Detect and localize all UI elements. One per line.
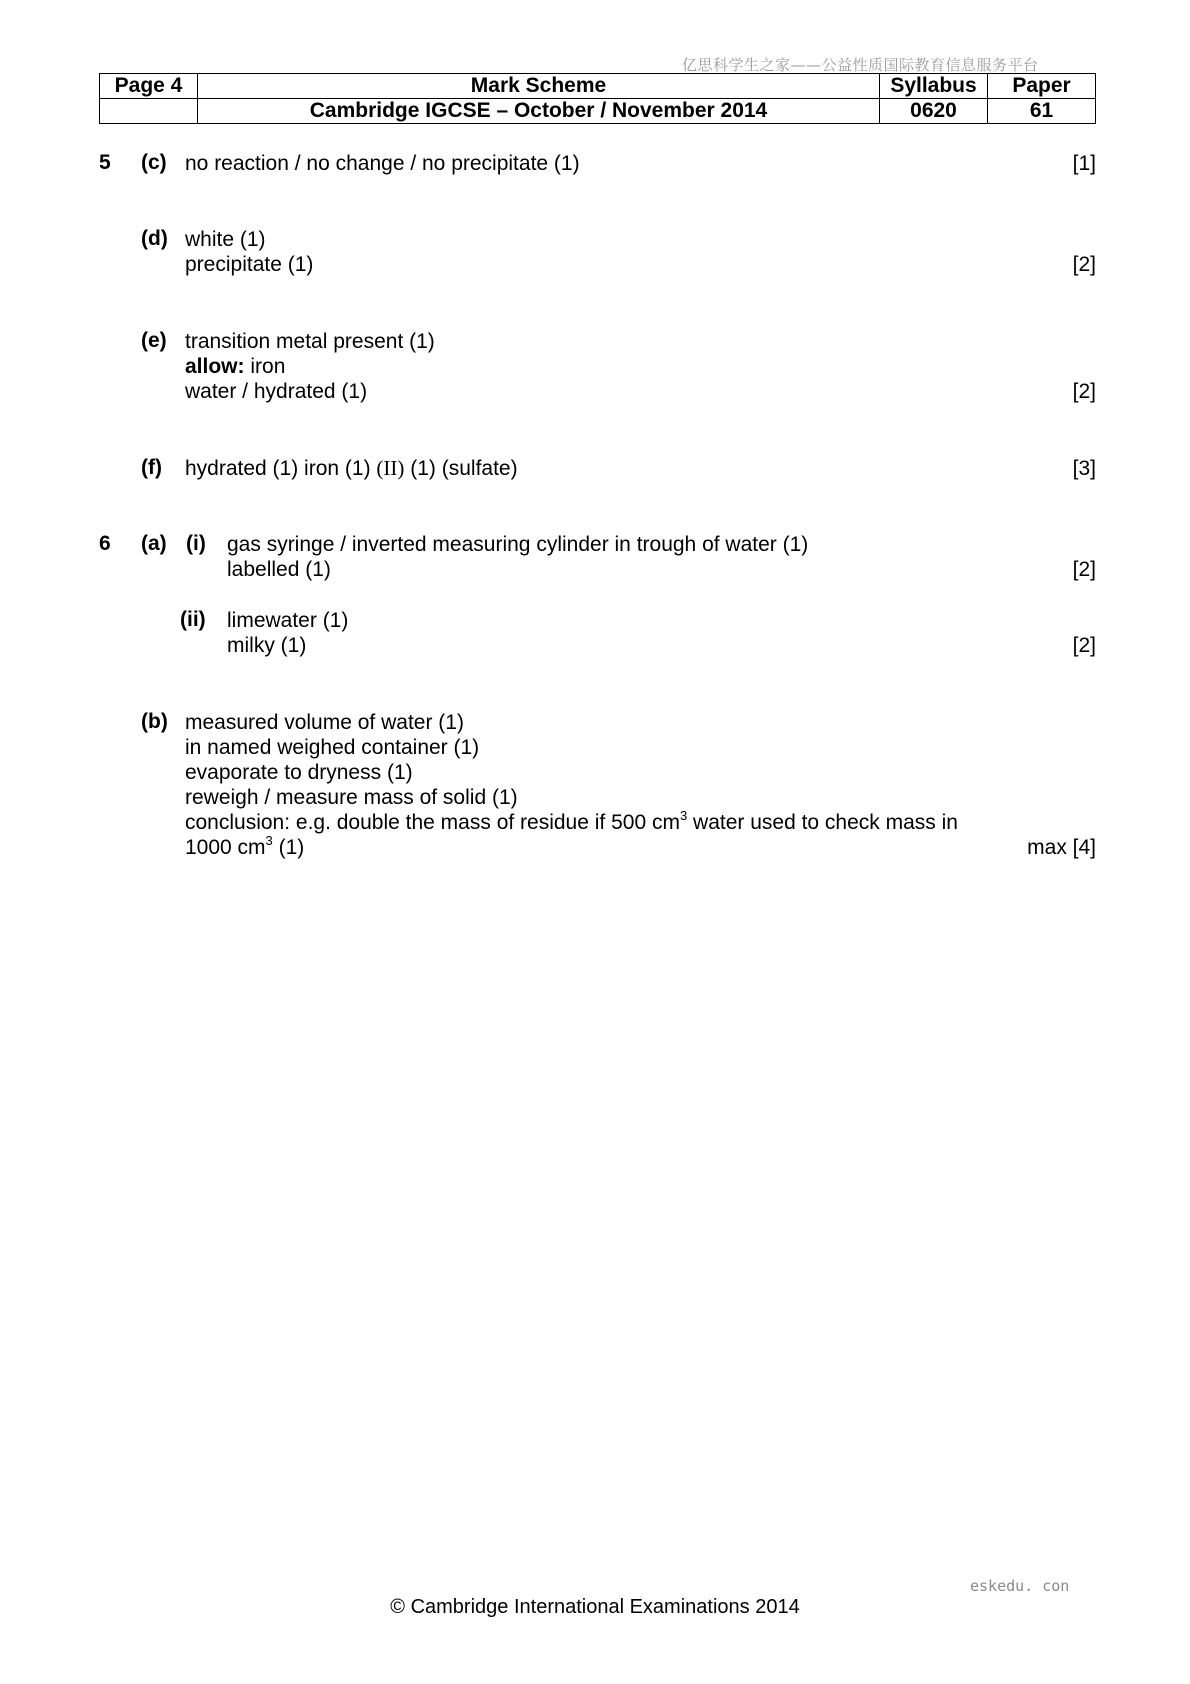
q6b-line6: [185, 835, 304, 860]
q5d-line2: precipitate (1): [185, 253, 314, 276]
q5e-label: (e): [141, 329, 167, 352]
question-6-number: 6: [99, 532, 111, 555]
mark-scheme-title: Mark Scheme: [198, 74, 880, 99]
q6ai-mark: [2]: [1072, 558, 1096, 581]
q6aii-line2: milky (1): [227, 634, 307, 657]
page-number: Page 4: [100, 74, 198, 99]
q6b-line5-sup: 3: [679, 808, 688, 823]
q6b-label: (b): [141, 710, 168, 733]
exam-title: Cambridge IGCSE – October / November 2014: [198, 99, 880, 124]
q5f-mark: [3]: [1072, 457, 1096, 480]
header-table: [99, 73, 1096, 124]
header-empty-cell: [100, 99, 198, 124]
q6ai-line1: gas syringe / inverted measuring cylinder in trough of water (1): [227, 533, 809, 556]
q6b-line3: evaporate to dryness (1): [185, 761, 413, 784]
q5e-allow: [185, 354, 285, 379]
q5e-line3: water / hydrated (1): [185, 380, 368, 403]
allow-text: iron: [244, 355, 286, 378]
q6aii-line1: limewater (1): [227, 609, 349, 632]
q6b-line5-a: conclusion: e.g. double the mass of residue if 500 cm: [185, 811, 680, 834]
q6b-mark: max [4]: [1027, 836, 1096, 859]
q6ai-label: (i): [186, 532, 206, 555]
q5f-text-b: (1) (sulfate): [404, 457, 518, 480]
watermark-top: 亿思科学生之家——公益性质国际教育信息服务平台: [682, 56, 1039, 74]
q5f-roman: (II): [376, 456, 405, 480]
q6aii-mark: [2]: [1072, 634, 1096, 657]
q5f-answer: [185, 456, 518, 481]
q6b-line6-sup: 3: [265, 833, 273, 848]
q5f-text-a: hydrated (1) iron (1): [185, 457, 377, 480]
q6b-line6-a: 1000 cm: [185, 836, 266, 859]
q5d-line1: white (1): [185, 228, 266, 251]
syllabus-code: 0620: [880, 99, 988, 124]
q5c-answer: no reaction / no change / no precipitate (1): [185, 152, 580, 175]
q5d-label: (d): [141, 227, 168, 250]
q6b-line5: [185, 810, 958, 835]
q5e-line1: transition metal present (1): [185, 330, 435, 353]
q6ai-line2: labelled (1): [227, 558, 331, 581]
q6b-line2: in named weighed container (1): [185, 736, 480, 759]
q6b-line6-b: (1): [272, 836, 305, 859]
copyright-footer: © Cambridge International Examinations 2014: [390, 1596, 800, 1618]
question-5-number: 5: [99, 151, 111, 174]
q6b-line4: reweigh / measure mass of solid (1): [185, 786, 518, 809]
allow-label: allow:: [185, 355, 245, 378]
q5e-mark: [2]: [1072, 380, 1096, 403]
q6aii-label: (ii): [180, 608, 206, 631]
syllabus-label: Syllabus: [880, 74, 988, 99]
q6b-line1: measured volume of water (1): [185, 711, 464, 734]
q5c-label: (c): [141, 151, 167, 174]
watermark-bottom: eskedu. con: [970, 1577, 1070, 1595]
q6a-label: (a): [141, 532, 167, 555]
q6b-line5-b: water used to check mass in: [687, 811, 958, 834]
q5d-mark: [2]: [1072, 253, 1096, 276]
q5f-label: (f): [141, 456, 162, 479]
paper-label: Paper: [988, 74, 1096, 99]
q5c-mark: [1]: [1072, 152, 1096, 175]
paper-number: 61: [988, 99, 1096, 124]
